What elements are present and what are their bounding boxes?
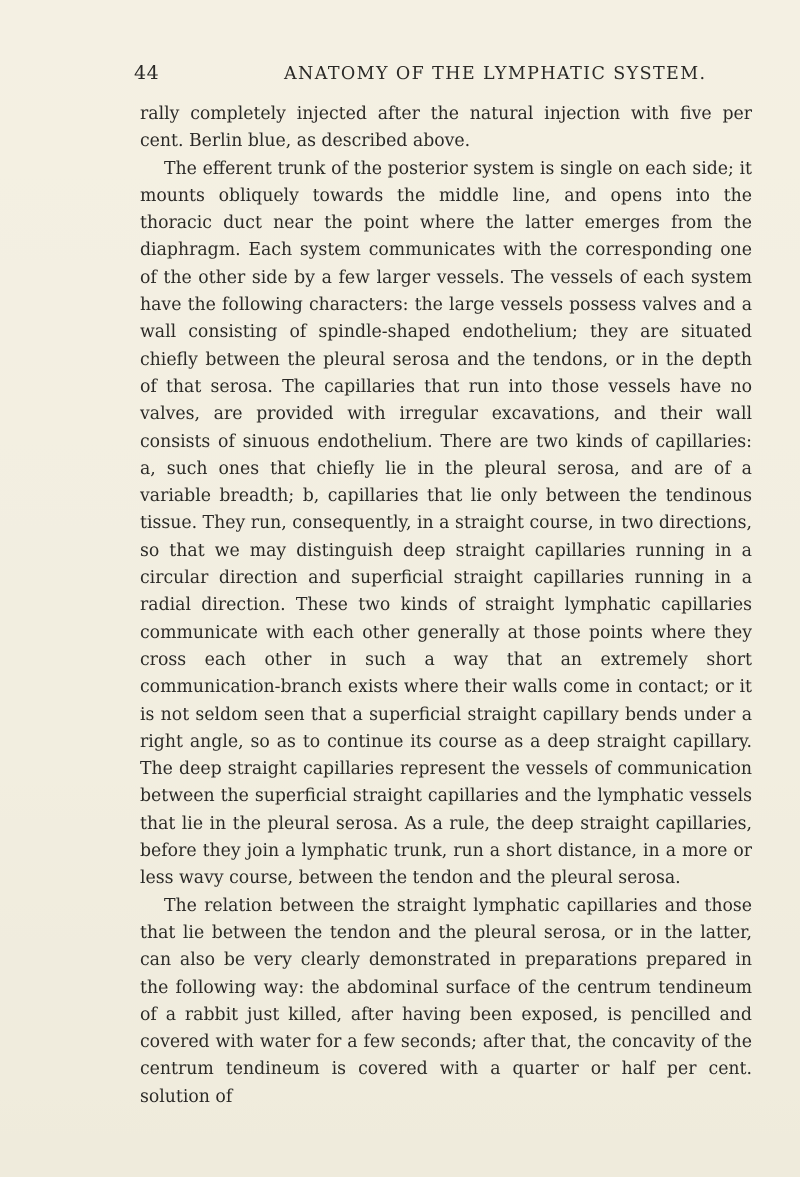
body-text [140, 101, 752, 1111]
page-number: 44 [134, 62, 160, 84]
paragraph-1: rally completely injected after the natural injection with five per cent. Berlin blue, as described above. [140, 104, 752, 152]
paragraph-2: The efferent trunk of the posterior system is single on each side; it mounts obliquely towards the middle line, and opens into the thoracic duct near the point where the latter emerges from the diaphragm. Each system communicates with the corresponding one of the other side by a few larger vessels. The vessels of each system have the following characters: the large vessels possess valves and a wall consisting of spindle-shaped endothelium; they are situated chiefly between the pleural serosa and the tendons, or in the depth of that serosa. The capillaries that run into those vessels have no valves, are provided with irregular excavations, and their wall consists of sinuous endothelium. There are two kinds of capillaries: a, such ones that chiefly lie in the pleural serosa, and are of a variable breadth; b, capillaries that lie only between the tendinous tissue. They run, consequently, in a straight course, in two directions, so that we may distinguish deep straight capillaries running in a circular direction and superficial straight capillaries running in a radial direction. These two kinds of straight lymphatic capillaries communicate with each other generally at those points where they cross each other in such a way that an extremely short communication-branch exists where their walls come in contact; or it is not seldom seen that a superficial straight capillary bends under a right angle, so as to continue its course as a deep straight capillary. The deep straight capillaries represent the vessels of communication between the superficial straight capillaries and the lymphatic vessels that lie in the pleural serosa. As a rule, the deep straight capillaries, before they join a lymphatic trunk, run a short distance, in a more or less wavy course, between the tendon and the pleural serosa. [140, 158, 752, 889]
running-head [134, 62, 774, 90]
running-title: ANATOMY OF THE LYMPHATIC SYSTEM. [284, 64, 707, 84]
paragraph-3: The relation between the straight lymphatic capillaries and those that lie between the tendon and the pleural serosa, or in the latter, can also be very clearly demonstrated in preparations prepared in the following way: the abdominal surface of the centrum tendineum of a rabbit just killed, after having been exposed, is pencilled and covered with water for a few seconds; after that, the concavity of the centrum tendineum is covered with a quarter or half per cent. solution of [140, 895, 752, 1107]
